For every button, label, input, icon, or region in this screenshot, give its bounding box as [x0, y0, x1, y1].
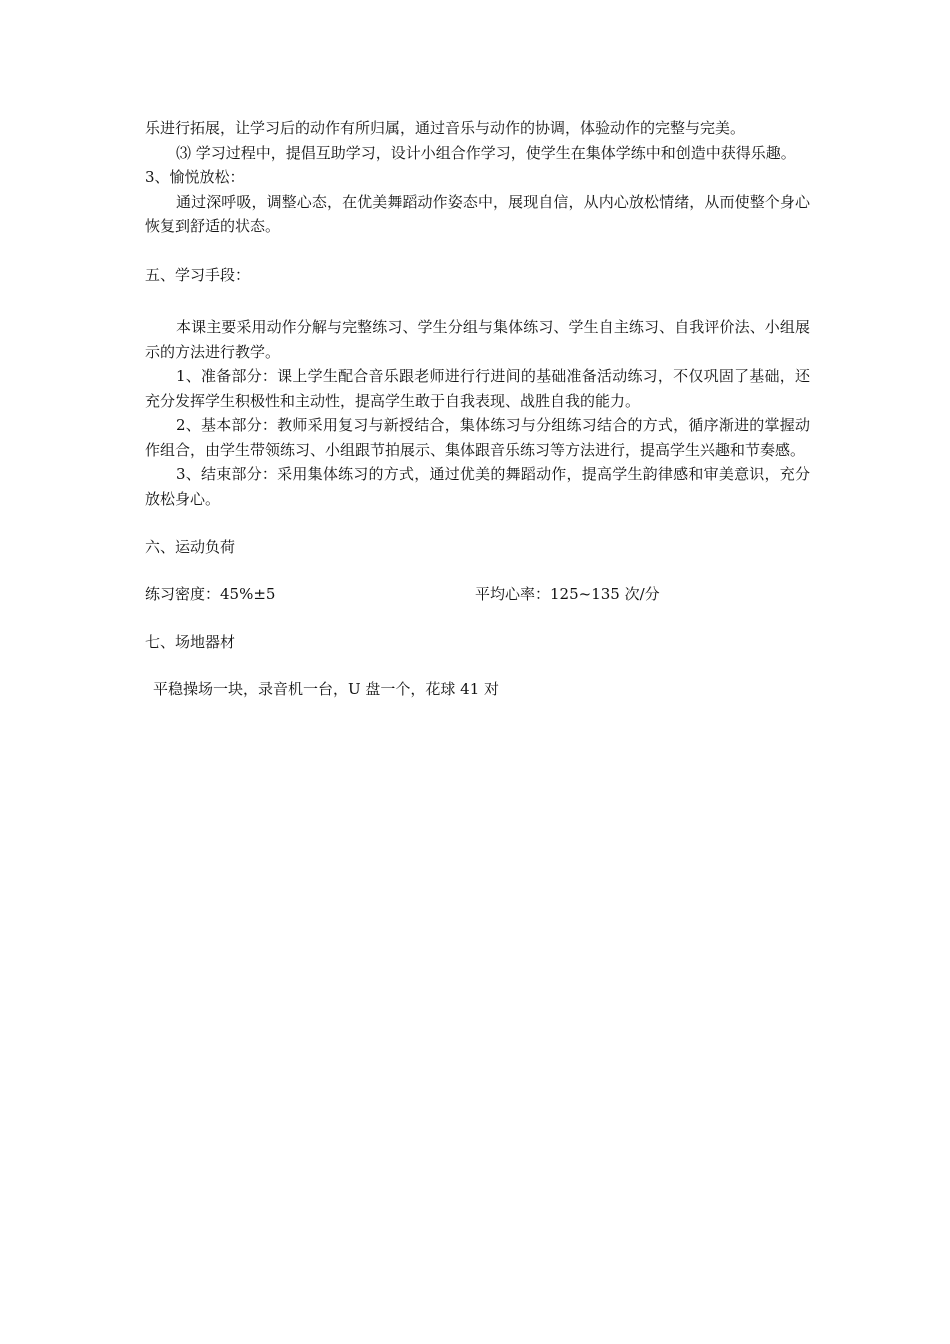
paragraph-ending-part: 3、结束部分：采用集体练习的方式，通过优美的舞蹈动作，提高学生韵律感和审美意识，充分放松身心。 [145, 465, 810, 508]
section-title-learning-means: 五、学习手段： [145, 265, 251, 284]
document-page [145, 116, 810, 716]
paragraph-relaxation: 通过深呼吸，调整心态，在优美舞蹈动作姿态中，展现自信，从内心放松情绪，从而使整个身心恢复到舒适的状态。 [145, 192, 810, 235]
practice-density: 练习密度：45%±5 [145, 584, 276, 603]
exercise-load-stats [145, 582, 810, 607]
paragraph-learning-means-intro: 本课主要采用动作分解与完整练习、学生分组与集体练习、学生自主练习、自我评价法、小组展示的方法进行教学。 [145, 318, 810, 361]
average-heart-rate: 平均心率：125~135 次/分 [475, 584, 660, 603]
paragraph-mutual-learning: ⑶ 学习过程中，提倡互助学习，设计小组合作学习，使学生在集体学练中和创造中获得乐趣。 [176, 143, 796, 162]
section-title-exercise-load: 六、运动负荷 [145, 538, 236, 556]
paragraph-preparation-part: 1、准备部分：课上学生配合音乐跟老师进行行进间的基础准备活动练习，不仅巩固了基础，还充分发挥学生积极性和主动性，提高学生敢于自我表现、战胜自我的能力。 [145, 367, 810, 410]
equipment-list: 平稳操场一块，录音机一台，U 盘一个，花球 41 对 [153, 679, 500, 698]
paragraph-music-extension: 乐进行拓展，让学习后的动作有所归属，通过音乐与动作的协调，体验动作的完整与完美。 [145, 119, 746, 137]
heading-relaxation: 3、愉悦放松： [145, 168, 245, 186]
paragraph-basic-part: 2、基本部分：教师采用复习与新授结合，集体练习与分组练习结合的方式，循序渐进的掌握动作组合，由学生带领练习、小组跟节拍展示、集体跟音乐练习等方法进行，提高学生兴趣和节奏感。 [145, 416, 810, 459]
section-title-venue-equipment: 七、场地器材 [145, 633, 236, 651]
